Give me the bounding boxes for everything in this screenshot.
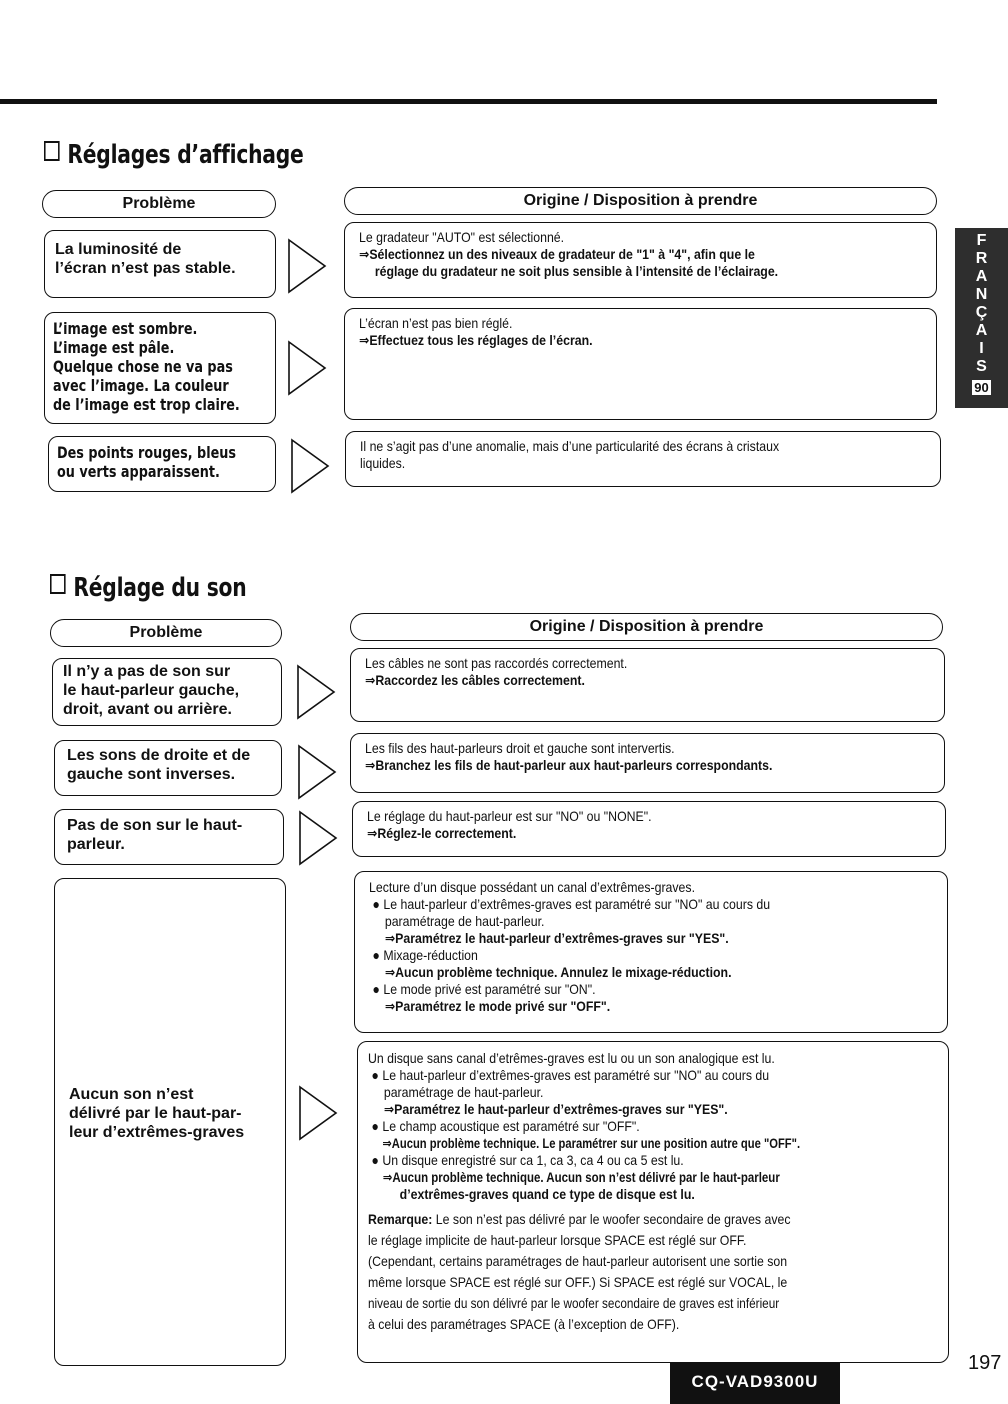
arrow-right-icon — [298, 1085, 338, 1141]
checkbox-icon — [50, 574, 66, 594]
problem-box: Les sons de droite et de gauche sont inverses. — [54, 740, 282, 796]
solution-box: Le réglage du haut-parleur est sur "NO" ou "NONE". ⇒Réglez-le correctement. — [352, 801, 946, 857]
solution-box: Lecture d’un disque possédant un canal d’extrêmes-graves. ● Le haut-parleur d’extrêmes-graves est paramétré sur "NO" au cours du paramétrage de haut-parleur. ⇒Paramétrez le haut-parleur d’extrêmes-graves sur "YES". ● Mixage-réduction ⇒Aucun problème technique. Annulez le mixage-réduction. ● Le mode privé est paramétré sur "ON". ⇒Paramétrez le mode privé sur "OFF". — [354, 871, 948, 1033]
solution-box: Le gradateur "AUTO" est sélectionné. ⇒Sélectionnez un des niveaux de gradateur de "1" à "4", afin que le réglage du gradateur ne soit plus sensible à l’intensité de l’éclairage. — [344, 222, 937, 298]
arrow-right-icon — [296, 664, 336, 720]
header-problem: Problème — [50, 619, 282, 647]
solution-box: Il ne s’agit pas d’une anomalie, mais d’une particularité des écrans à cristaux liquides. — [345, 431, 941, 487]
model-badge: CQ-VAD9300U — [670, 1362, 840, 1404]
arrow-right-icon — [290, 438, 330, 494]
problem-box — [44, 230, 276, 298]
arrow-right-icon — [287, 238, 327, 294]
problem-box: Des points rouges, bleus ou verts apparaissent. — [48, 436, 276, 492]
section-title-display: Réglages d’affichage — [44, 140, 304, 170]
problem-text: l’écran n’est pas stable. — [55, 260, 236, 277]
solution-box: Un disque sans canal d’etrêmes-graves est lu ou un son analogique est lu. ● Le haut-parleur d’extrêmes-graves est paramétré sur "NO" au cours du paramétrage de haut-parleur. ⇒Paramétrez le haut-parleur d’extrêmes-graves sur "YES". ● Le champ acoustique est paramétré sur "OFF". ⇒Aucun problème technique. Le paramétrer sur une position autre que "OFF". ● Un disque enregistré sur ca 1, ca 3, ca 4 ou ca 5 est lu. ⇒Aucun problème technique. Aucun son n’est délivré par le haut-parleur d’extrêmes-graves quand ce type de disque est lu. Remarque: Le son n’est pas délivré par le woofer secondaire de graves avec le réglage implicite de haut-parleur lorsque SPACE est réglé sur OFF. (Cependant, certains paramétrages de haut-parleur autorisent une sortie son même lorsque SPACE est réglé sur OFF.) Si SPACE est réglé sur VOCAL, le niveau de sortie du son délivré par le woofer secondaire de graves est inférieur à celui des paramétrages SPACE (à l’exception de OFF). — [357, 1041, 949, 1363]
problem-box: Il n’y a pas de son sur le haut-parleur gauche, droit, avant ou arrière. — [52, 658, 282, 726]
top-rule — [0, 99, 937, 104]
solution-box: Les fils des haut-parleurs droit et gauche sont intervertis. ⇒Branchez les fils de haut-parleur aux haut-parleurs correspondants. — [350, 733, 945, 793]
solution-box: Les câbles ne sont pas raccordés correctement. ⇒Raccordez les câbles correctement. — [350, 648, 945, 722]
header-problem: Problème — [42, 190, 276, 218]
header-origin: Origine / Disposition à prendre — [350, 613, 943, 641]
problem-box: L’image est sombre. L’image est pâle. Quelque chose ne va pas avec l’image. La couleur de l’image est trop claire. — [44, 312, 276, 424]
arrow-right-icon — [297, 744, 337, 800]
problem-box: Pas de son sur le haut- parleur. — [54, 809, 284, 865]
arrow-right-icon — [287, 340, 327, 396]
language-tab: F R A N Ç A I S 90 — [955, 228, 1008, 408]
arrow-right-icon — [298, 810, 338, 866]
page-number: 197 — [968, 1352, 1002, 1374]
problem-text: La luminosité de — [55, 241, 182, 258]
header-origin: Origine / Disposition à prendre — [344, 187, 937, 215]
remark: Remarque: Le son n’est pas délivré par le woofer secondaire de graves avec le réglage implicite de haut-parleur lorsque SPACE est réglé sur OFF. (Cependant, certains paramétrages de haut-parleur autorisent une sortie son même lorsque SPACE est réglé sur OFF.) Si SPACE est réglé sur VOCAL, le niveau de sortie du son délivré par le woofer secondaire de graves est inférieur à celui des paramétrages SPACE (à l’exception de OFF). — [368, 1211, 791, 1332]
problem-box: Aucun son n’est délivré par le haut-par- leur d’extrêmes-graves — [54, 878, 286, 1366]
solution-box: L’écran n’est pas bien réglé. ⇒Effectuez tous les réglages de l’écran. — [344, 308, 937, 420]
checkbox-icon — [44, 141, 60, 161]
tab-page-number: 90 — [974, 380, 989, 395]
section-title-sound: Réglage du son — [50, 573, 246, 603]
